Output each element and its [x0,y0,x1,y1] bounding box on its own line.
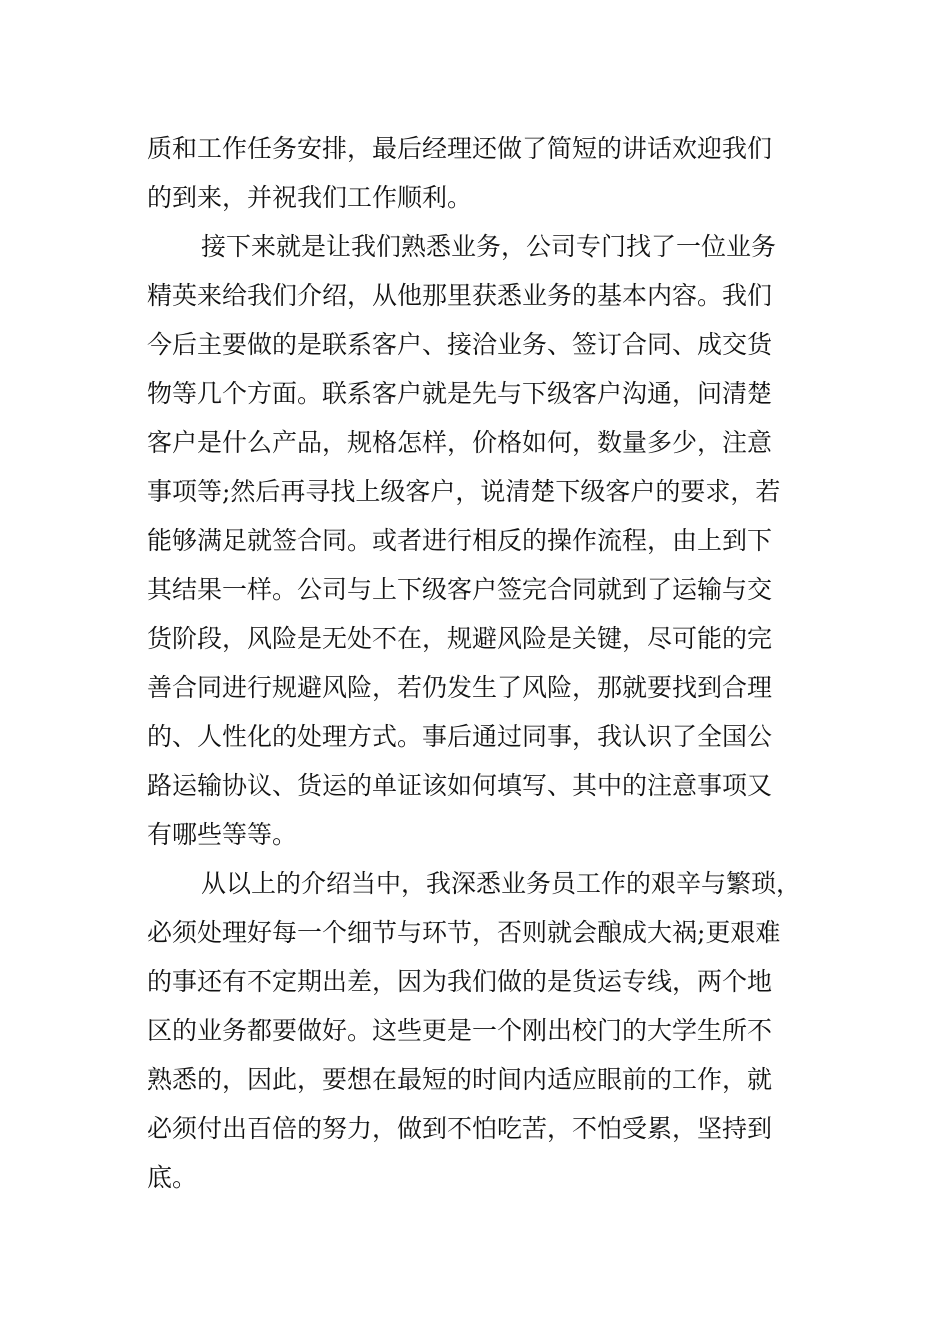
text-line: 精英来给我们介绍，从他那里获悉业务的基本内容。我们 [147,281,773,310]
paragraph-business-intro [147,222,807,859]
text-line: 的事还有不定期出差，因为我们做的是货运专线，两个地 [147,967,773,996]
text-line: 能够满足就签合同。或者进行相反的操作流程，由上到下 [147,526,773,555]
text-line: 接下来就是让我们熟悉业务，公司专门找了一位业务 [201,232,777,261]
text-line: 其结果一样。公司与上下级客户签完合同就到了运输与交 [147,575,773,604]
text-line: 的到来，并祝我们工作顺利。 [147,183,473,212]
text-line: 质和工作任务安排，最后经理还做了简短的讲话欢迎我们 [147,134,773,163]
text-line: 客户是什么产品，规格怎样，价格如何，数量多少，注意 [147,428,773,457]
text-line: 今后主要做的是联系客户、接洽业务、签订合同、成交货 [147,330,773,359]
text-line: 的、人性化的处理方式。事后通过同事，我认识了全国公 [147,722,773,751]
text-line: 货阶段，风险是无处不在，规避风险是关键，尽可能的完 [147,624,773,653]
text-line: 路运输协议、货运的单证该如何填写、其中的注意事项又 [147,771,773,800]
document-body [147,124,807,1202]
text-line: 区的业务都要做好。这些更是一个刚出校门的大学生所不 [147,1016,773,1045]
text-line: 事项等;然后再寻找上级客户，说清楚下级客户的要求，若 [147,477,781,506]
text-line: 必须付出百倍的努力，做到不怕吃苦，不怕受累，坚持到 [147,1114,773,1143]
text-line: 物等几个方面。联系客户就是先与下级客户沟通，问清楚 [147,379,773,408]
text-line: 底。 [147,1163,198,1192]
text-line: 熟悉的，因此，要想在最短的时间内适应眼前的工作，就 [147,1065,773,1094]
text-line: 有哪些等等。 [147,820,298,849]
text-line: 必须处理好每一个细节与环节，否则就会酿成大祸;更艰难 [147,918,781,947]
paragraph-continuation [147,124,807,222]
text-line: 善合同进行规避风险，若仍发生了风险，那就要找到合理 [147,673,773,702]
paragraph-reflection [147,859,807,1202]
text-line: 从以上的介绍当中，我深悉业务员工作的艰辛与繁琐， [201,869,802,898]
